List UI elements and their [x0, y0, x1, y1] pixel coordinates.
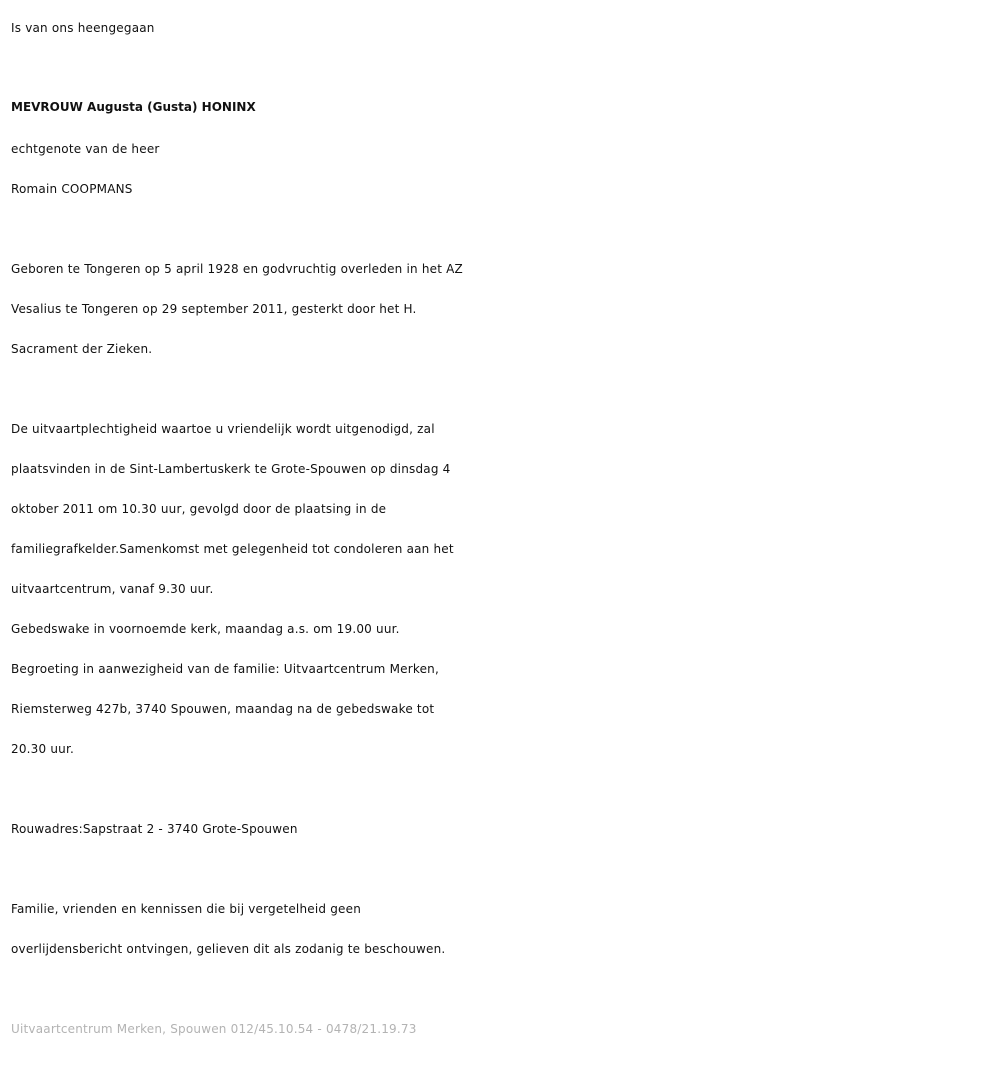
paragraph-line: Geboren te Tongeren op 5 april 1928 en godvruchtig overleden in het AZ [11, 262, 463, 276]
paragraph-line: De uitvaartplechtigheid waartoe u vriendelijk wordt uitgenodigd, zal [11, 422, 435, 436]
mourning-address: Rouwadres:Sapstraat 2 - 3740 Grote-Spouwen [11, 822, 298, 836]
birth-death-paragraph [11, 249, 991, 369]
paragraph-line: uitvaartcentrum, vanaf 9.30 uur. [11, 582, 214, 596]
spouse-line-1: echtgenote van de heer [11, 142, 160, 156]
paragraph-line: 20.30 uur. [11, 742, 75, 756]
spouse-line-2: Romain COOPMANS [11, 182, 133, 196]
death-notice [11, 8, 991, 1049]
paragraph-line: Sacrament der Zieken. [11, 342, 153, 356]
intro-text: Is van ons heengegaan [11, 21, 155, 35]
paragraph-line: Vesalius te Tongeren op 29 september 2011, gesterkt door het H. [11, 302, 417, 316]
paragraph-line: familiegrafkelder.Samenkomst met gelegenheid tot condoleren aan het [11, 542, 454, 556]
deceased-name: MEVROUW Augusta (Gusta) HONINX [11, 100, 256, 114]
spacer [11, 369, 991, 409]
paragraph-line: plaatsvinden in de Sint-Lambertuskerk te Grote-Spouwen op dinsdag 4 [11, 462, 451, 476]
paragraph-line: overlijdensbericht ontvingen, gelieven dit als zodanig te beschouwen. [11, 942, 446, 956]
funeral-paragraph [11, 409, 991, 769]
spacer [11, 209, 991, 249]
spacer [11, 769, 991, 809]
paragraph-line: oktober 2011 om 10.30 uur, gevolgd door de plaatsing in de [11, 502, 387, 516]
paragraph-line: Familie, vrienden en kennissen die bij vergetelheid geen [11, 902, 362, 916]
paragraph-line: Begroeting in aanwezigheid van de familie: Uitvaartcentrum Merken, [11, 662, 439, 676]
spacer [11, 849, 991, 889]
paragraph-line: Gebedswake in voornoemde kerk, maandag a.s. om 19.00 uur. [11, 622, 400, 636]
paragraph-line: Riemsterweg 427b, 3740 Spouwen, maandag na de gebedswake tot [11, 702, 435, 716]
notice-paragraph [11, 889, 991, 969]
funeral-home-footer: Uitvaartcentrum Merken, Spouwen 012/45.10.54 - 0478/21.19.73 [11, 1022, 417, 1036]
